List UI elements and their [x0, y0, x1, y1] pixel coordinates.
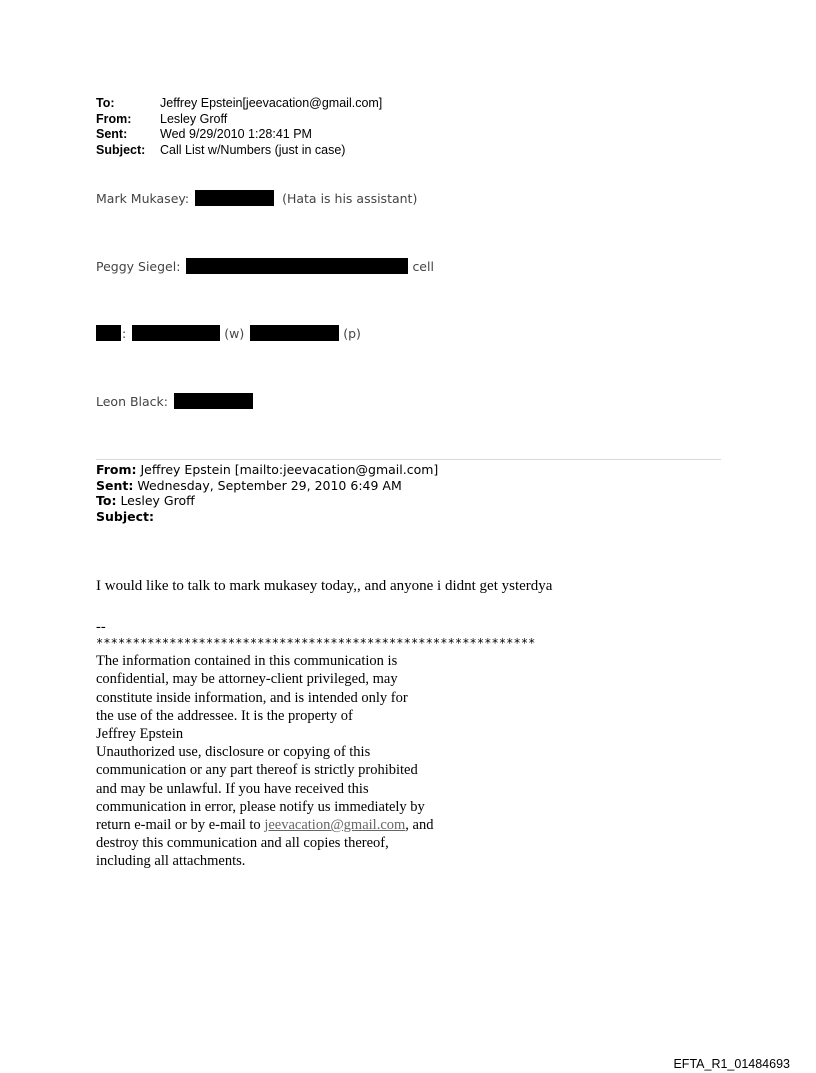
- header-from-row: [96, 112, 382, 128]
- fwd-subject-label: Subject:: [96, 508, 154, 524]
- signature-stars: ************************************************************: [96, 636, 536, 651]
- fwd-sent-value: Wednesday, September 29, 2010 6:49 AM: [137, 477, 402, 493]
- redaction-box: [250, 325, 339, 341]
- fwd-subject-row: [96, 509, 438, 525]
- disclaimer-return-line: [96, 816, 535, 834]
- fwd-sent-row: [96, 478, 438, 494]
- black-label: Leon Black:: [96, 393, 169, 409]
- header-sent-row: [96, 127, 382, 143]
- header-sent-value: Wed 9/29/2010 1:28:41 PM: [160, 127, 312, 141]
- reply-divider: [96, 459, 721, 460]
- message-body: I would like to talk to mark mukasey today,, and anyone i didnt get ysterdya: [96, 578, 553, 594]
- header-subject-value: Call List w/Numbers (just in case): [160, 142, 346, 157]
- fwd-from-row: [96, 462, 438, 478]
- redaction-box: [132, 325, 220, 341]
- disclaimer-line: the use of the addressee. It is the property of: [96, 707, 353, 724]
- mukasey-note: (Hata is his assistant): [282, 190, 418, 206]
- header-to-label: To:: [96, 96, 115, 110]
- redaction-box: [174, 393, 253, 409]
- disclaimer-line: confidential, may be attorney-client privileged, may: [96, 671, 398, 688]
- call-list-siegel: [96, 257, 434, 275]
- disclaimer-line: Jeffrey Epstein: [96, 726, 184, 743]
- mukasey-label: Mark Mukasey:: [96, 190, 190, 206]
- call-list-redacted-contact: [96, 324, 361, 342]
- disclaimer-line: including all attachments.: [96, 853, 246, 870]
- siegel-note: cell: [412, 258, 434, 274]
- call-list-mukasey: [96, 189, 417, 207]
- fwd-to-value: Lesley Groff: [120, 493, 195, 508]
- redaction-box: [96, 325, 121, 341]
- disclaimer-line: communication or any part thereof is strictly prohibited: [96, 762, 418, 779]
- signature-dashes: --: [96, 619, 106, 635]
- disclaimer-line: Unauthorized use, disclosure or copying of this: [96, 744, 371, 761]
- fwd-to-row: [96, 493, 438, 509]
- document-id: EFTA_R1_01484693: [673, 1057, 790, 1071]
- disclaimer-line: and may be unlawful. If you have received this: [96, 780, 369, 797]
- disclaimer-line: constitute inside information, and is intended only for: [96, 689, 408, 706]
- disclaimer-line: communication in error, please notify us immediately by: [96, 798, 425, 815]
- call-list-black: [96, 392, 253, 410]
- email-header: [96, 96, 382, 158]
- redaction-box: [195, 190, 274, 206]
- header-subject-row: [96, 143, 382, 159]
- redaction-box: [186, 258, 408, 274]
- header-to-row: [96, 96, 382, 112]
- fwd-from-label: From:: [96, 462, 137, 477]
- email-link[interactable]: jeevacation@gmail.com: [264, 817, 406, 834]
- disclaimer-line: The information contained in this communication is: [96, 653, 398, 670]
- personal-tag: (p): [343, 325, 361, 341]
- forwarded-header: [96, 462, 438, 524]
- fwd-to-label: To:: [96, 493, 117, 508]
- work-tag: (w): [224, 325, 245, 341]
- header-from-label: From:: [96, 111, 132, 126]
- header-to-value: Jeffrey Epstein[jeevacation@gmail.com]: [160, 96, 383, 110]
- return-suffix: , and: [405, 817, 434, 834]
- signature-block: [96, 618, 535, 871]
- fwd-from-value: Jeffrey Epstein [mailto:jeevacation@gmail.com]: [140, 462, 439, 477]
- redacted-colon: :: [122, 325, 127, 341]
- return-prefix: return e-mail or by e-mail to: [96, 817, 265, 834]
- header-subject-label: Subject:: [96, 142, 146, 157]
- header-sent-label: Sent:: [96, 127, 128, 141]
- siegel-label: Peggy Siegel:: [96, 258, 181, 274]
- fwd-sent-label: Sent:: [96, 477, 134, 493]
- header-from-value: Lesley Groff: [160, 111, 228, 126]
- disclaimer-line: destroy this communication and all copies thereof,: [96, 835, 389, 852]
